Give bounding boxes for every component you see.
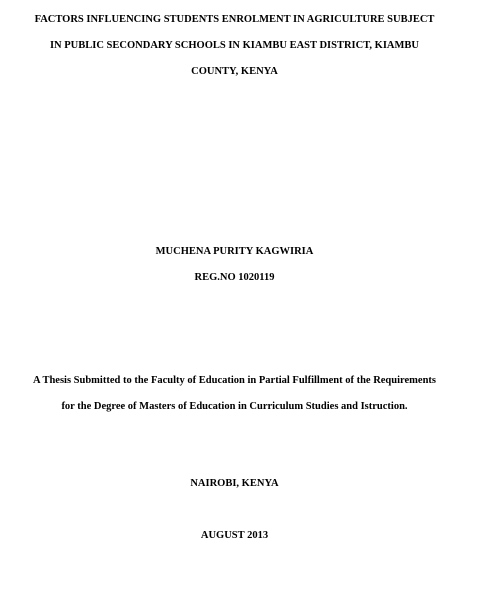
thesis-title-line-3: COUNTY, KENYA [191, 66, 278, 77]
registration-number: REG.NO 1020119 [194, 272, 275, 283]
author-name: MUCHENA PURITY KAGWIRIA [155, 246, 314, 257]
submission-statement-line-2: for the Degree of Masters of Education in Curriculum Studies and Istruction. [61, 401, 408, 412]
thesis-title-line-1: FACTORS INFLUENCING STUDENTS ENROLMENT IN AGRICULTURE SUBJECT [34, 14, 435, 25]
submission-statement-line-1: A Thesis Submitted to the Faculty of Education in Partial Fulfillment of the Requirements [33, 375, 436, 386]
date: AUGUST 2013 [200, 530, 269, 541]
place: NAIROBI, KENYA [190, 478, 279, 489]
thesis-title-line-2: IN PUBLIC SECONDARY SCHOOLS IN KIAMBU EAST DISTRICT, KIAMBU [49, 40, 420, 51]
